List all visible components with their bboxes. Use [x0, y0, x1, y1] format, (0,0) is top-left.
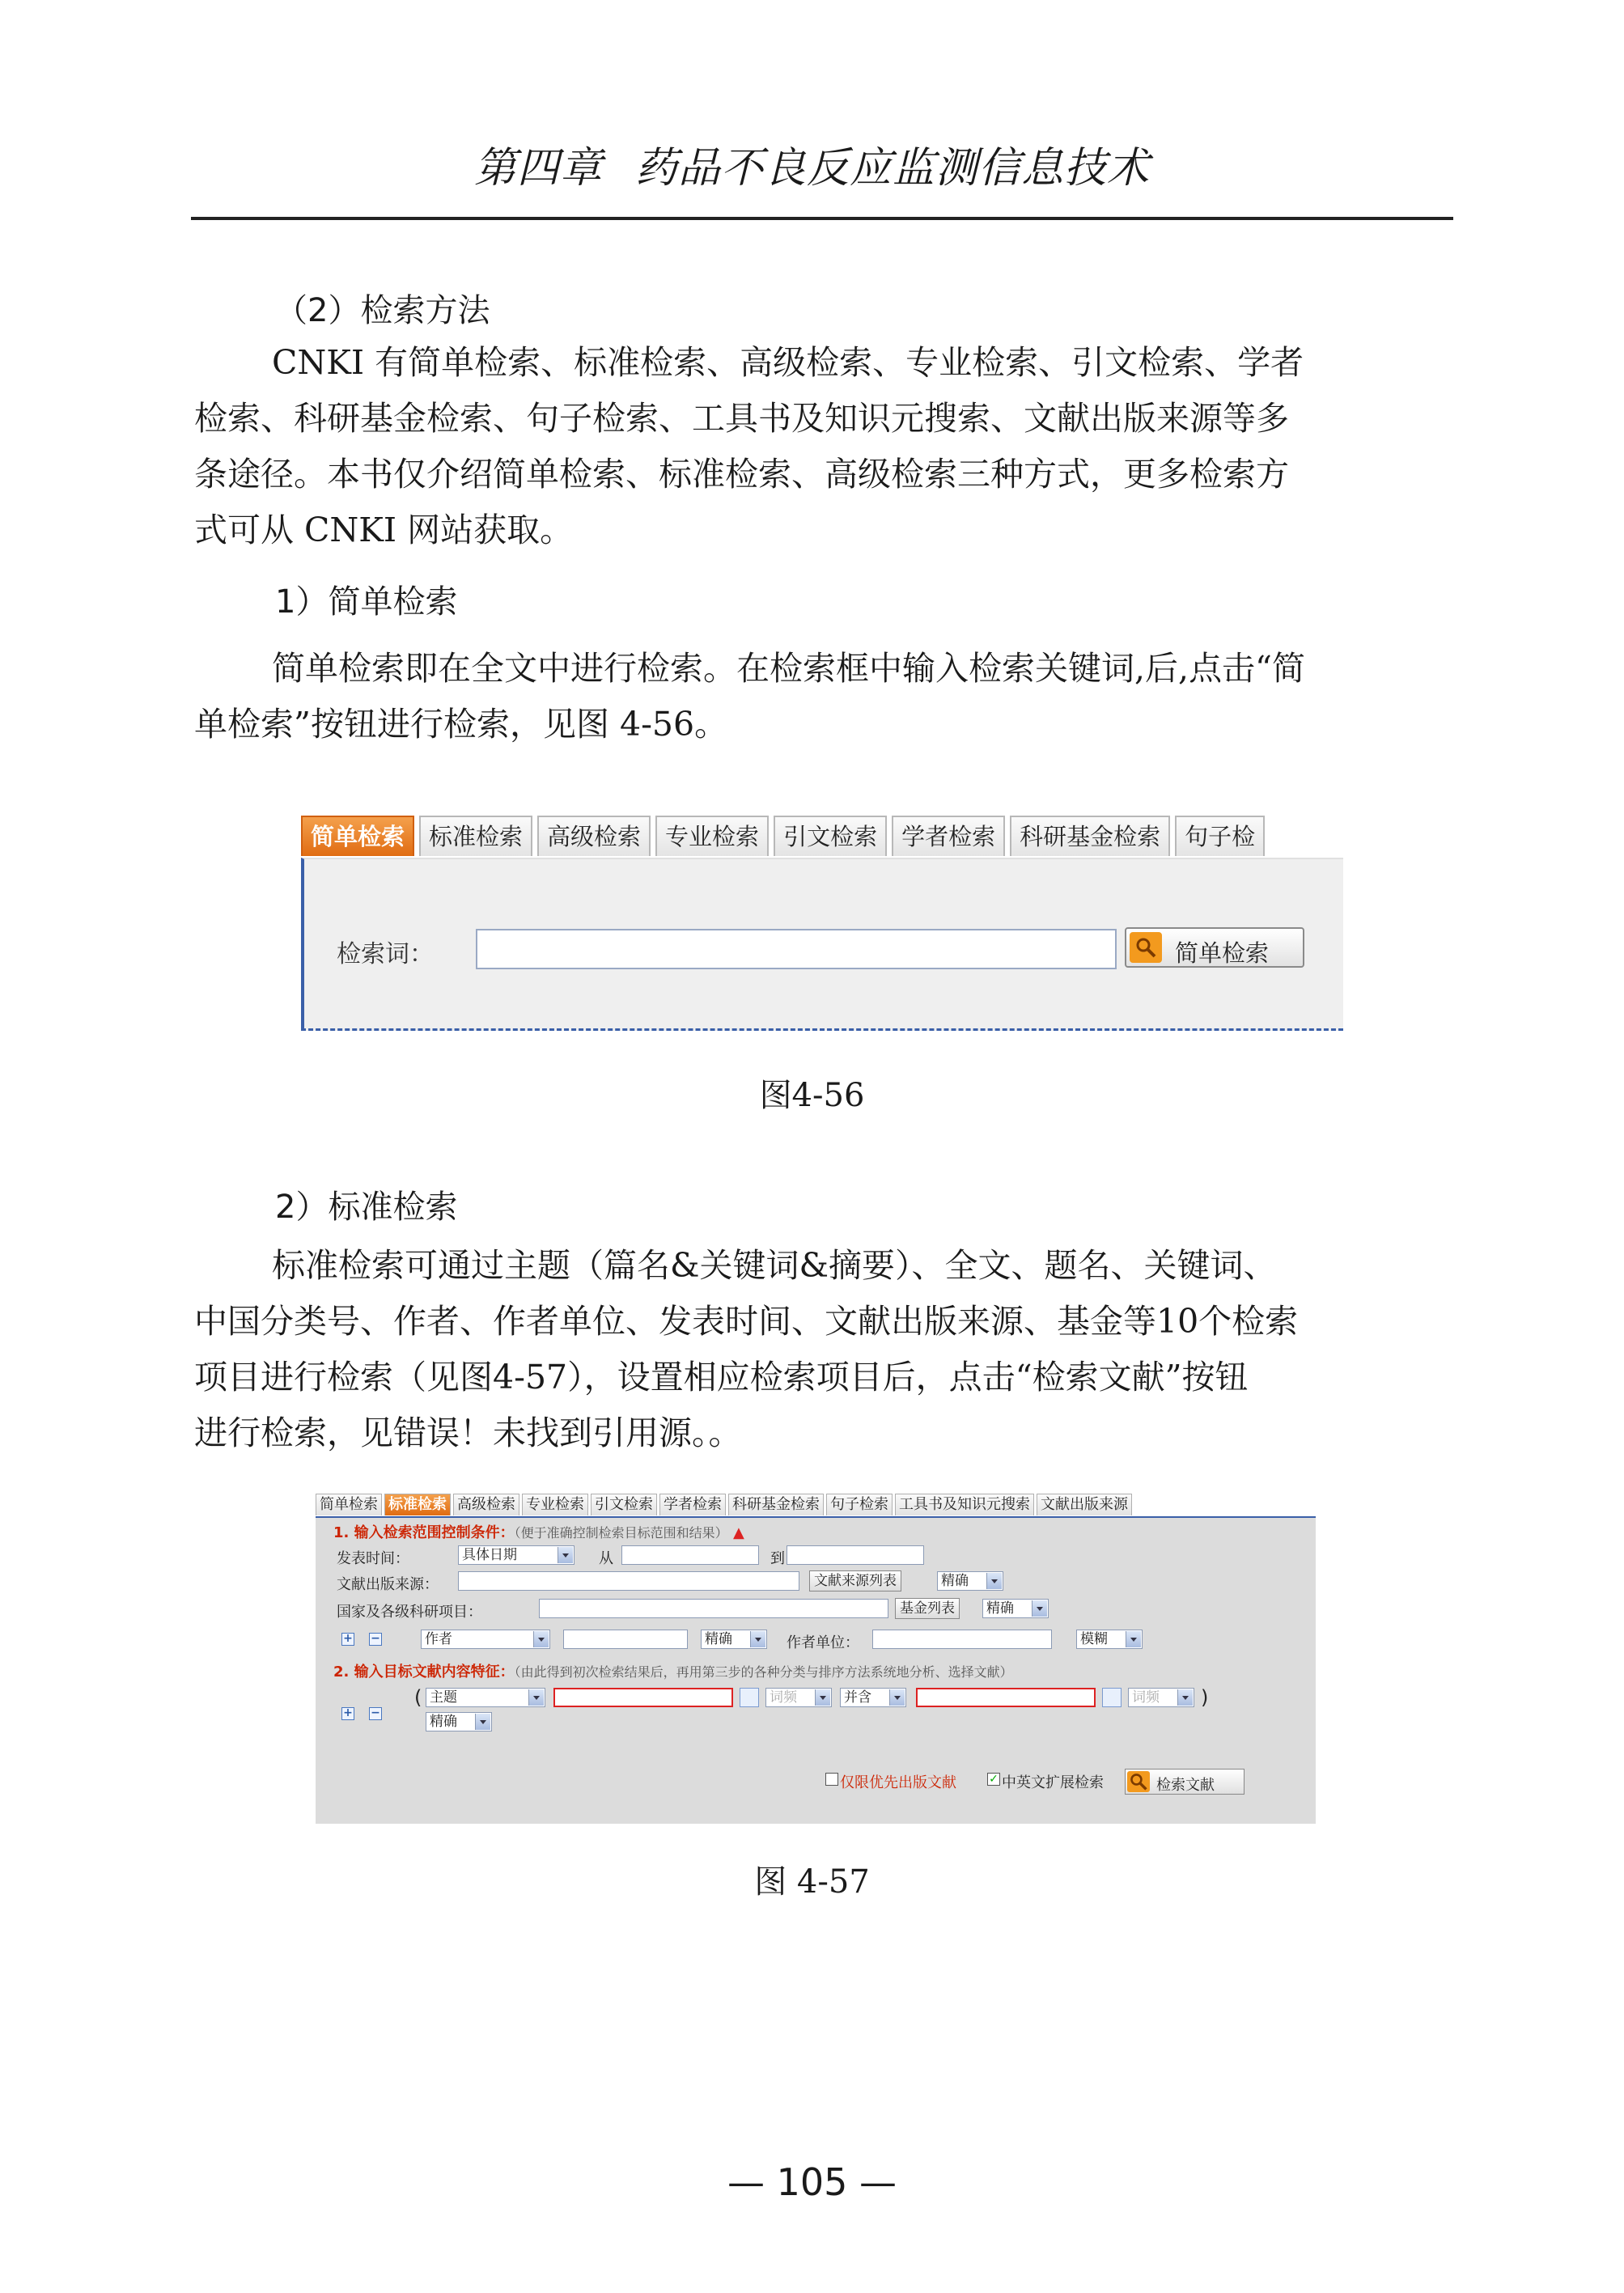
section-heading-simple-search: 1）简单检索: [275, 583, 458, 621]
priority-label: 仅限优先出版文献: [840, 1774, 956, 1791]
section-1-heading: [333, 1521, 744, 1542]
tab-sentence-search[interactable]: 句子检: [1175, 816, 1265, 856]
figure-4-56-simple-search-ui: [301, 816, 1343, 1036]
pub-time-label: 发表时间：: [337, 1550, 409, 1567]
frequency-value: 词频: [1132, 1689, 1160, 1706]
fund-label: 国家及各级科研项目：: [337, 1604, 482, 1621]
match-value: 精确: [430, 1714, 457, 1730]
section-2-heading: [333, 1660, 1013, 1681]
chevron-down-icon: [986, 1573, 1002, 1589]
tab-simple-search[interactable]: 简单检索: [301, 816, 414, 856]
header-rule: [191, 217, 1453, 220]
expand-icon[interactable]: [1102, 1688, 1122, 1707]
text-line: 进行检索，见错误！未找到引用源。。: [194, 1414, 742, 1452]
logic-value: 并含: [844, 1689, 871, 1706]
source-list-button[interactable]: 文献来源列表: [809, 1570, 901, 1592]
author-field-select[interactable]: [421, 1630, 550, 1649]
search-tab-bar: [316, 1494, 1132, 1516]
source-match-select[interactable]: [937, 1571, 1003, 1591]
match-value: 精确: [705, 1631, 732, 1647]
search-documents-button[interactable]: [1125, 1769, 1245, 1795]
text-line: 简单检索即在全文中进行检索。在检索框中输入检索关键词,后,点击“简: [272, 649, 1306, 688]
figure-4-57-standard-search-ui: [316, 1494, 1316, 1824]
tab-citation-search[interactable]: 引文检索: [591, 1494, 657, 1515]
tab-professional-search[interactable]: 专业检索: [522, 1494, 588, 1515]
tab-fund-search[interactable]: 科研基金检索: [728, 1494, 824, 1515]
collapse-up-icon[interactable]: ▲: [732, 1524, 744, 1541]
section-1-note: （便于准确控制检索目标范围和结果）: [514, 1525, 728, 1541]
from-label: 从: [599, 1550, 613, 1567]
tab-advanced-search[interactable]: 高级检索: [537, 816, 651, 856]
tab-sentence-search[interactable]: 句子检索: [826, 1494, 893, 1515]
keyword-input-2[interactable]: [916, 1688, 1096, 1707]
tab-citation-search[interactable]: 引文检索: [774, 816, 887, 856]
text-line: 中国分类号、作者、作者单位、发表时间、文献出版来源、基金等10个检索: [194, 1302, 1299, 1341]
magnifier-icon: [1130, 932, 1162, 963]
tab-scholar-search[interactable]: 学者检索: [659, 1494, 726, 1515]
fund-list-button[interactable]: 基金列表: [895, 1598, 960, 1619]
fund-input[interactable]: [539, 1599, 888, 1618]
chapter-number: 第四章: [473, 144, 603, 193]
author-field-value: 作者: [425, 1631, 452, 1647]
tab-fund-search[interactable]: 科研基金检索: [1010, 816, 1170, 856]
paragraph-standard-search: [194, 1238, 1450, 1461]
fund-match-select[interactable]: [982, 1599, 1049, 1618]
tab-publication-source[interactable]: 文献出版来源: [1037, 1494, 1132, 1515]
chevron-down-icon: [533, 1631, 549, 1647]
source-label: 文献出版来源：: [337, 1576, 439, 1593]
date-to-input[interactable]: [787, 1545, 924, 1565]
text-line: 标准检索可通过主题（篇名&关键词&摘要）、全文、题名、关键词、: [272, 1246, 1277, 1285]
tab-standard-search[interactable]: 标准检索: [384, 1494, 451, 1515]
match-value: 精确: [986, 1600, 1014, 1617]
magnifier-icon: [1127, 1771, 1150, 1792]
search-panel: [301, 858, 1343, 1031]
simple-search-button-label: 简单检索: [1175, 939, 1270, 967]
text-line: 检索、科研基金检索、句子检索、工具书及知识元搜索、文献出版来源等多: [194, 399, 1289, 438]
remove-row-icon[interactable]: −: [369, 1707, 382, 1720]
page-number: — 105 —: [727, 2160, 897, 2204]
add-row-icon[interactable]: +: [341, 1707, 354, 1720]
cn-en-checkbox[interactable]: ✓: [987, 1773, 1000, 1786]
author-match-select[interactable]: [701, 1630, 767, 1649]
section-2-title: 2. 输入目标文献内容特征：: [333, 1664, 515, 1681]
paren-open: (: [414, 1686, 422, 1709]
content-field-value: 主题: [430, 1689, 457, 1706]
standard-search-panel: [316, 1516, 1316, 1824]
paren-close: ): [1201, 1686, 1209, 1709]
paragraph-search-methods: [194, 335, 1450, 558]
paragraph-simple-search: [194, 641, 1450, 752]
tab-reference-search[interactable]: 工具书及知识元搜索: [895, 1494, 1034, 1515]
date-from-input[interactable]: [621, 1545, 759, 1565]
chevron-down-icon: [528, 1689, 544, 1706]
priority-checkbox[interactable]: [825, 1773, 838, 1786]
keyword-input-1[interactable]: [553, 1688, 733, 1707]
source-input[interactable]: [458, 1571, 799, 1591]
fuzzy-value: 模糊: [1080, 1631, 1108, 1647]
frequency-select-2[interactable]: [1128, 1688, 1194, 1707]
author-unit-match-select[interactable]: [1076, 1630, 1143, 1649]
tab-advanced-search[interactable]: 高级检索: [453, 1494, 519, 1515]
author-input[interactable]: [563, 1630, 688, 1649]
text-line: 条途径。本书仅介绍简单检索、标准检索、高级检索三种方式，更多检索方: [194, 455, 1289, 494]
running-header: [0, 134, 1624, 194]
tab-scholar-search[interactable]: 学者检索: [892, 816, 1005, 856]
author-unit-input[interactable]: [872, 1630, 1052, 1649]
chevron-down-icon: [558, 1547, 573, 1563]
date-type-value: 具体日期: [462, 1547, 517, 1563]
chevron-down-icon: [750, 1631, 765, 1647]
match-value: 精确: [941, 1573, 969, 1589]
text-line: 式可从 CNKI 网站获取。: [194, 511, 574, 549]
chapter-title: 药品不良反应监测信息技术: [635, 144, 1151, 193]
search-term-input[interactable]: [476, 929, 1117, 969]
chevron-down-icon: [1032, 1600, 1047, 1617]
content-match-select[interactable]: [426, 1712, 492, 1731]
figure-caption-4-57: 图 4-57: [754, 1863, 870, 1901]
text-line: CNKI 有简单检索、标准检索、高级检索、专业检索、引文检索、学者: [272, 343, 1304, 382]
tab-professional-search[interactable]: 专业检索: [655, 816, 769, 856]
figure-caption-4-56: 图4-56: [759, 1077, 865, 1114]
logic-select[interactable]: [840, 1688, 906, 1707]
frequency-select-1[interactable]: [765, 1688, 832, 1707]
frequency-value: 词频: [770, 1689, 797, 1706]
chevron-down-icon: [475, 1714, 490, 1730]
section-heading-search-methods: （2）检索方法: [275, 292, 490, 329]
chevron-down-icon: [1177, 1689, 1193, 1706]
expand-icon[interactable]: [740, 1688, 759, 1707]
text-line: 项目进行检索（见图4-57），设置相应检索项目后，点击“检索文献”按钮: [194, 1358, 1249, 1397]
section-heading-standard-search: 2）标准检索: [275, 1189, 458, 1226]
add-row-icon[interactable]: +: [341, 1633, 354, 1646]
chevron-down-icon: [815, 1689, 830, 1706]
remove-row-icon[interactable]: −: [369, 1633, 382, 1646]
chevron-down-icon: [889, 1689, 905, 1706]
section-1-title: 1. 输入检索范围控制条件：: [333, 1524, 515, 1541]
cn-en-label: 中英文扩展检索: [1002, 1774, 1104, 1791]
text-line: 单检索”按钮进行检索，见图 4-56。: [194, 705, 728, 744]
content-field-select[interactable]: [426, 1688, 545, 1707]
tab-simple-search[interactable]: 简单检索: [316, 1494, 382, 1515]
simple-search-button[interactable]: [1125, 927, 1304, 968]
search-tab-bar: [301, 816, 1343, 858]
to-label: 到: [770, 1550, 785, 1567]
chevron-down-icon: [1126, 1631, 1141, 1647]
search-term-label: 检索词：: [337, 940, 434, 968]
tab-standard-search[interactable]: 标准检索: [419, 816, 532, 856]
author-unit-label: 作者单位：: [787, 1634, 859, 1651]
section-2-note: （由此得到初次检索结果后，再用第三步的各种分类与排序方法系统地分析、选择文献）: [514, 1664, 1013, 1680]
search-documents-label: 检索文献: [1156, 1777, 1215, 1794]
date-type-select[interactable]: [458, 1545, 575, 1565]
